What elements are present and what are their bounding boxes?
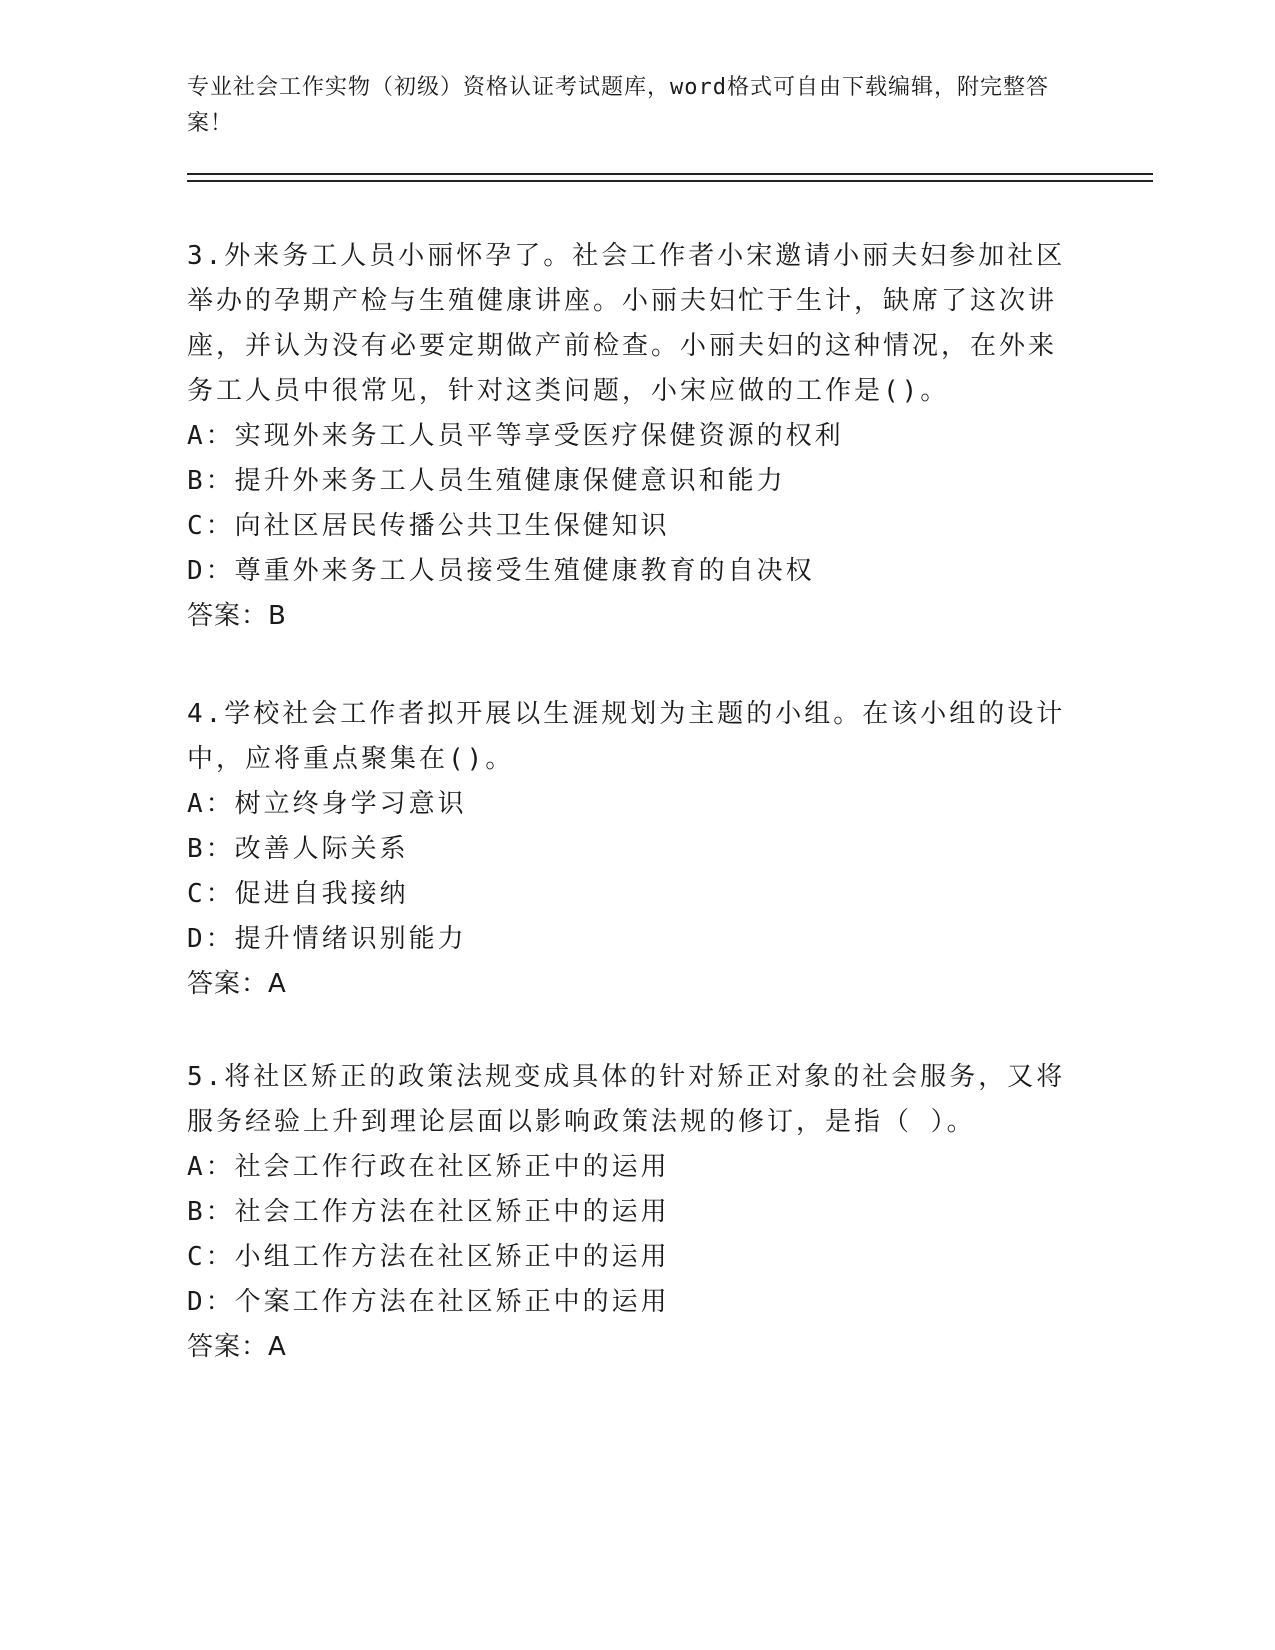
option-d: D：提升情绪识别能力	[187, 924, 467, 954]
option-a: A：树立终身学习意识	[187, 789, 467, 819]
question-5	[187, 1055, 1067, 1370]
option-d: D：个案工作方法在社区矫正中的运用	[187, 1287, 670, 1317]
option-c: C：促进自我接纳	[187, 879, 409, 909]
question-stem: 5.将社区矫正的政策法规变成具体的针对矫正对象的社会服务，又将服务经验上升到理论层面以影响政策法规的修订，是指（ ）。	[187, 1062, 1066, 1137]
option-b: B：提升外来务工人员生殖健康保健意识和能力	[187, 466, 786, 496]
option-c: C：向社区居民传播公共卫生保健知识	[187, 511, 670, 541]
header-divider-bottom	[187, 180, 1153, 182]
option-a: A：实现外来务工人员平等享受医疗保健资源的权利	[187, 421, 844, 451]
answer-label: 答案：B	[187, 601, 287, 631]
option-a: A：社会工作行政在社区矫正中的运用	[187, 1152, 670, 1182]
question-stem: 3.外来务工人员小丽怀孕了。社会工作者小宋邀请小丽夫妇参加社区举办的孕期产检与生殖健康讲座。小丽夫妇忙于生计，缺席了这次讲座，并认为没有必要定期做产前检查。小丽夫妇的这种情况，在外来务工人员中很常见，针对这类问题，小宋应做的工作是()。	[187, 241, 1066, 406]
document-header: 专业社会工作实物（初级）资格认证考试题库，word格式可自由下载编辑，附完整答案！	[187, 75, 1049, 136]
option-d: D：尊重外来务工人员接受生殖健康教育的自决权	[187, 556, 815, 586]
question-3	[187, 234, 1067, 639]
answer-label: 答案：A	[187, 1332, 287, 1362]
option-b: B：改善人际关系	[187, 834, 409, 864]
question-4	[187, 692, 1067, 1007]
option-b: B：社会工作方法在社区矫正中的运用	[187, 1197, 670, 1227]
question-stem: 4.学校社会工作者拟开展以生涯规划为主题的小组。在该小组的设计中，应将重点聚集在()。	[187, 699, 1066, 774]
answer-label: 答案：A	[187, 969, 287, 999]
header-divider-top	[187, 173, 1153, 175]
option-c: C：小组工作方法在社区矫正中的运用	[187, 1242, 670, 1272]
